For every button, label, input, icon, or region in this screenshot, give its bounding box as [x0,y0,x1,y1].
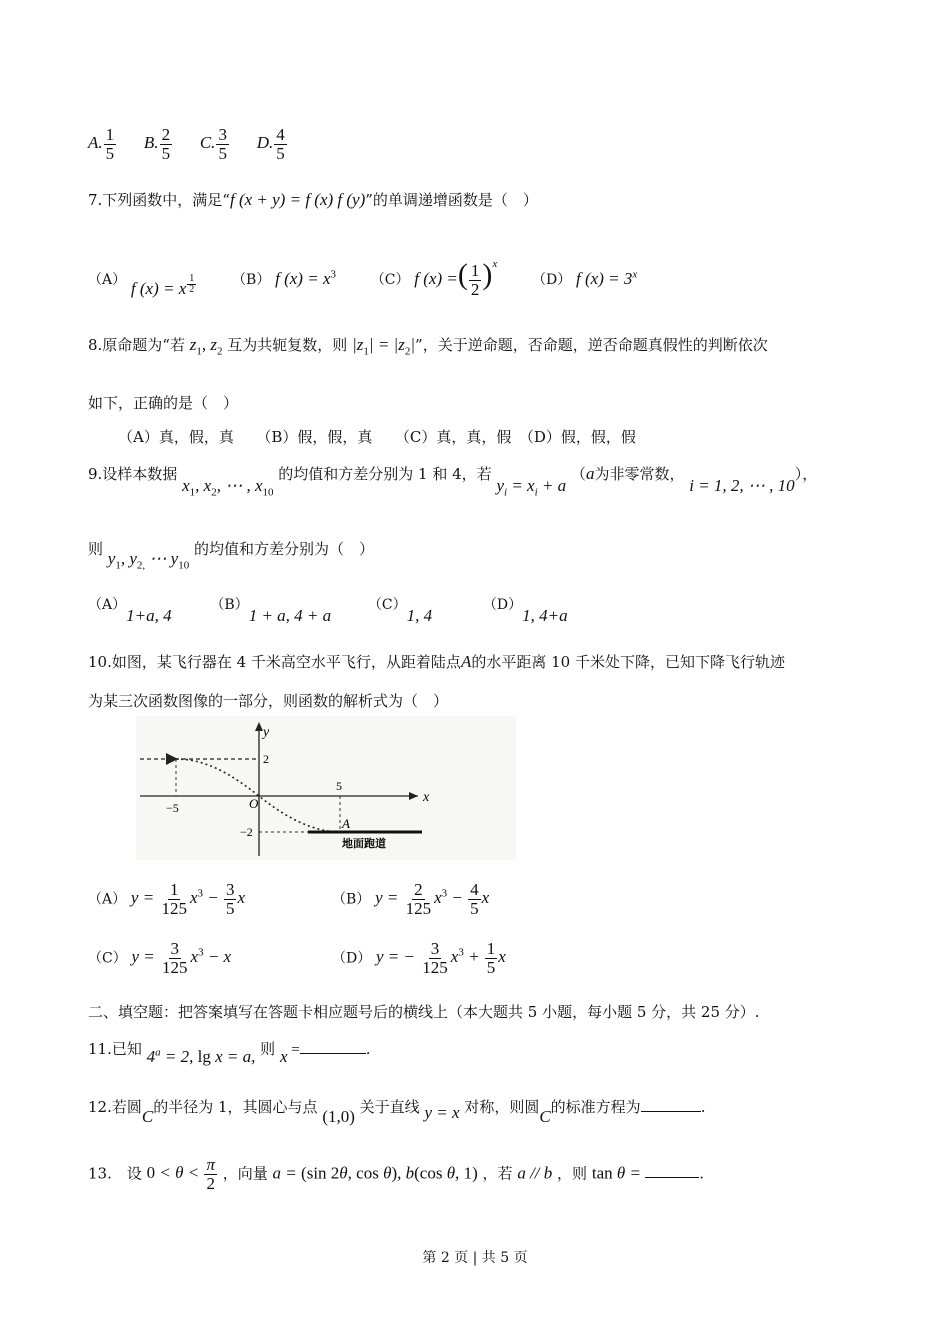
tick-x-minus5: −5 [166,801,179,815]
q8-line2: 如下，正确的是（ ） [88,394,239,412]
q13-answer-blank[interactable] [645,1177,699,1178]
q6-option-d: D. $\frac{4}{5}$ [256,125,285,163]
q6-option-c: C. $\frac{3}{5}$ [199,125,227,163]
q6-option-b: B. $\frac{2}{5}$ [143,125,171,163]
section-2-heading: 二、填空题：把答案填写在答题卡相应题号后的横线上（本大题共 5 小题，每小题 5 分，共 25 分）. [88,1003,760,1021]
q6-option-a: A. $\frac{1}{5}$ [88,125,115,163]
q12-answer-blank[interactable] [641,1111,701,1112]
origin-label: O [249,796,259,811]
q6-options [88,126,288,163]
q10-graph [136,716,516,860]
q11-answer-blank[interactable] [300,1053,366,1054]
q9-options: （A）1+a, 4 （B）1 + a, 4 + a （C）1, 4 （D）1, 4+a [88,597,568,625]
q10-stem: 10.如图，某飞行器在 4 千米高空水平飞行，从距着陆点A的水平距离 10 千米处下降，已知下降飞行轨迹 [88,652,785,671]
ground-runway-label: 地面跑道 [342,837,386,850]
point-a-label: A [342,816,350,831]
tick-y-minus2: −2 [240,825,253,839]
q7-stem: 7.下列函数中，满足“f (x + y) = f (x) f (y)”的单调递增函数是（ ） [88,190,538,209]
tick-x-5: 5 [336,779,342,793]
q11: 11.已知 $4^a = 2$, lg x = a, 则 x = . [88,1040,371,1066]
q12: 12.若圆C的半径为 1，其圆心与点 (1,0) 关于直线 y = x 对称，则圆C的标准方程为 . [88,1098,706,1126]
q7-option-d: f $(x) = 3^x$ [576,268,638,288]
q10-option-a: （A） y = $\frac{1}{125}$ $x^3$ − $\frac{3}{5}$ x [88,880,246,918]
q13: 13. 设 0 < θ < $\frac{\pi}{2}$ ，向量 a = (sin 2θ, cos θ), b(cos θ, 1) ，若 a // b ，则 tan θ = . [88,1155,704,1193]
graph-background [136,716,516,860]
q8-stem: 8.原命题为“若 $z_1$, $z_2$ 互为共轭复数，则 $|z_1| = |z_2|$”，关于逆命题，否命题，逆否命题真假性的判断依次 [88,335,768,358]
q10-option-c: （C） y = $\frac{3}{125}$ $x^3 - x$ [88,939,232,977]
q7-option-c: f (x) =( $\frac{1}{2}$ )$^x$ [414,258,498,299]
q10-option-b: （B） y = $\frac{2}{125}$ $x^3$ − $\frac{4}{5}$ x [332,880,490,918]
q10-line2: 为某三次函数图像的一部分，则函数的解析式为（ ） [88,692,449,710]
tick-y-2: 2 [263,752,269,766]
q7-options: （A） f (x) = x $^{\frac{1}{2}}$ （B） f $(x) = x^3$ （C） f (x) =( $\frac{1}{2}$ )$^x$ （D） f $(x) = 3^x$ [88,258,638,299]
q9-stem: 9.设样本数据 $x_1$, $x_2$, ⋯ , $x_{10}$ 的均值和方差分别为 1 和 4，若 $y_i = x_i + a$ （a为非零常数， i = 1, 2, ⋯ , 10）， [88,464,818,499]
q7-option-b: f $(x) = x^3$ [275,268,336,288]
x-axis-label: x [423,790,430,805]
q9-line2: 则 $y_1$, $y_{2,}$ ⋯ $y_{10}$ 的均值和方差分别为（ ） [88,540,374,572]
q10-option-d: （D） y = − $\frac{3}{125}$ $x^3$ + $\frac{1}{5}$ x [332,939,506,977]
page-footer: 第 2 页 | 共 5 页 [422,1250,528,1266]
q7-option-a: f (x) = x $^{\frac{1}{2}}$ [130,272,195,298]
q8-options: （A）真，假，真 （B）假，假，真 （C）真，真，假 （D）假，假，假 [118,428,636,446]
y-axis-label: y [263,725,270,740]
